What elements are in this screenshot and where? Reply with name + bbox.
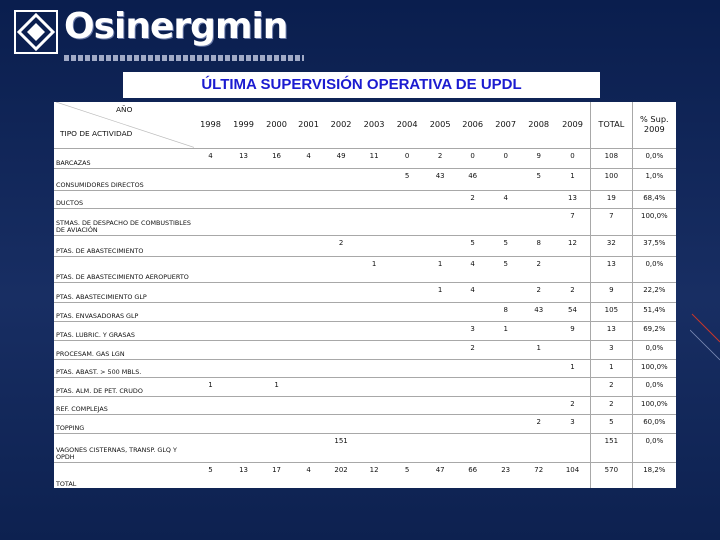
value-cell bbox=[227, 414, 261, 433]
percent-cell: 60,0% bbox=[632, 414, 676, 433]
value-cell bbox=[293, 414, 325, 433]
value-cell bbox=[324, 359, 358, 377]
percent-cell: 18,2% bbox=[632, 462, 676, 488]
value-cell bbox=[293, 256, 325, 282]
value-cell bbox=[390, 321, 424, 340]
header-year-label: AÑO bbox=[116, 105, 133, 114]
value-cell: 13 bbox=[555, 190, 591, 208]
logo-emblem-icon bbox=[14, 10, 58, 54]
value-cell bbox=[358, 414, 391, 433]
value-cell: 4 bbox=[456, 282, 489, 302]
activity-label: CONSUMIDORES DIRECTOS bbox=[54, 168, 194, 190]
percent-cell: 0,0% bbox=[632, 256, 676, 282]
value-cell bbox=[390, 396, 424, 414]
total-cell: 7 bbox=[591, 208, 633, 235]
value-cell: 5 bbox=[390, 462, 424, 488]
value-cell: 9 bbox=[555, 321, 591, 340]
activity-label: PROCESAM. GAS LGN bbox=[54, 340, 194, 359]
logo-wordmark: Osinergmin bbox=[64, 6, 288, 47]
activity-label: PTAS. ENVASADORAS GLP bbox=[54, 302, 194, 321]
value-cell: 2 bbox=[555, 282, 591, 302]
percent-cell: 100,0% bbox=[632, 396, 676, 414]
column-header: 2002 bbox=[330, 119, 352, 130]
value-cell: 0 bbox=[390, 148, 424, 168]
value-cell bbox=[358, 208, 391, 235]
value-cell bbox=[522, 321, 555, 340]
value-cell: 1 bbox=[194, 377, 227, 396]
value-cell: 72 bbox=[522, 462, 555, 488]
header-corner-cell bbox=[54, 102, 194, 148]
value-cell bbox=[293, 359, 325, 377]
total-cell: 108 bbox=[591, 148, 633, 168]
value-cell bbox=[227, 377, 261, 396]
value-cell bbox=[293, 282, 325, 302]
value-cell: 3 bbox=[555, 414, 591, 433]
value-cell bbox=[227, 168, 261, 190]
value-cell bbox=[194, 359, 227, 377]
value-cell: 5 bbox=[489, 235, 523, 256]
value-cell bbox=[194, 433, 227, 462]
value-cell bbox=[227, 396, 261, 414]
total-cell: 570 bbox=[591, 462, 633, 488]
value-cell bbox=[194, 235, 227, 256]
value-cell bbox=[424, 340, 457, 359]
column-header: % Sup. 2009 bbox=[632, 102, 676, 148]
value-cell bbox=[194, 168, 227, 190]
value-cell: 1 bbox=[358, 256, 391, 282]
value-cell bbox=[424, 190, 457, 208]
value-cell: 5 bbox=[522, 168, 555, 190]
value-cell bbox=[324, 396, 358, 414]
value-cell bbox=[293, 190, 325, 208]
value-cell: 4 bbox=[489, 190, 523, 208]
total-cell: 105 bbox=[591, 302, 633, 321]
value-cell bbox=[456, 208, 489, 235]
percent-cell: 37,5% bbox=[632, 235, 676, 256]
value-cell bbox=[390, 235, 424, 256]
value-cell bbox=[555, 256, 591, 282]
value-cell bbox=[324, 340, 358, 359]
activity-label: REF. COMPLEJAS bbox=[54, 396, 194, 414]
column-header: 1998 bbox=[200, 119, 221, 130]
value-cell: 1 bbox=[260, 377, 293, 396]
value-cell bbox=[260, 282, 293, 302]
value-cell: 3 bbox=[456, 321, 489, 340]
value-cell bbox=[456, 414, 489, 433]
value-cell bbox=[489, 414, 523, 433]
table-row bbox=[54, 377, 676, 396]
value-cell bbox=[489, 208, 523, 235]
value-cell bbox=[227, 190, 261, 208]
value-cell: 8 bbox=[522, 235, 555, 256]
table-row bbox=[54, 321, 676, 340]
total-cell: 151 bbox=[591, 433, 633, 462]
table-row bbox=[54, 208, 676, 235]
value-cell bbox=[227, 359, 261, 377]
value-cell: 1 bbox=[489, 321, 523, 340]
value-cell bbox=[358, 433, 391, 462]
value-cell: 0 bbox=[555, 148, 591, 168]
value-cell bbox=[324, 256, 358, 282]
value-cell bbox=[293, 302, 325, 321]
value-cell bbox=[522, 396, 555, 414]
value-cell bbox=[227, 340, 261, 359]
value-cell bbox=[260, 235, 293, 256]
value-cell bbox=[293, 235, 325, 256]
value-cell bbox=[227, 282, 261, 302]
value-cell: 4 bbox=[194, 148, 227, 168]
value-cell bbox=[489, 396, 523, 414]
total-cell: 9 bbox=[591, 282, 633, 302]
value-cell: 13 bbox=[227, 462, 261, 488]
value-cell bbox=[390, 208, 424, 235]
table-row bbox=[54, 302, 676, 321]
value-cell bbox=[358, 168, 391, 190]
decorative-lines bbox=[690, 300, 720, 370]
value-cell bbox=[260, 302, 293, 321]
value-cell bbox=[194, 282, 227, 302]
total-cell: 100 bbox=[591, 168, 633, 190]
table-row bbox=[54, 396, 676, 414]
value-cell: 2 bbox=[456, 190, 489, 208]
value-cell bbox=[324, 321, 358, 340]
value-cell: 2 bbox=[456, 340, 489, 359]
activity-label: PTAS. ABASTECIMIENTO GLP bbox=[54, 282, 194, 302]
value-cell bbox=[424, 302, 457, 321]
value-cell bbox=[390, 190, 424, 208]
value-cell bbox=[194, 302, 227, 321]
value-cell bbox=[260, 190, 293, 208]
value-cell bbox=[456, 302, 489, 321]
value-cell: 43 bbox=[522, 302, 555, 321]
value-cell bbox=[456, 377, 489, 396]
value-cell: 12 bbox=[358, 462, 391, 488]
column-header: 2009 bbox=[562, 119, 583, 130]
value-cell: 46 bbox=[456, 168, 489, 190]
value-cell bbox=[194, 208, 227, 235]
column-header: 2008 bbox=[528, 119, 550, 130]
value-cell: 1 bbox=[424, 256, 457, 282]
total-cell: 13 bbox=[591, 321, 633, 340]
value-cell: 0 bbox=[489, 148, 523, 168]
total-cell: 13 bbox=[591, 256, 633, 282]
title-banner bbox=[123, 72, 600, 98]
value-cell bbox=[293, 208, 325, 235]
value-cell bbox=[424, 433, 457, 462]
value-cell bbox=[260, 433, 293, 462]
total-cell: 1 bbox=[591, 359, 633, 377]
value-cell: 5 bbox=[456, 235, 489, 256]
value-cell bbox=[194, 321, 227, 340]
value-cell bbox=[522, 433, 555, 462]
value-cell bbox=[324, 208, 358, 235]
percent-cell: 0,0% bbox=[632, 148, 676, 168]
table-row bbox=[54, 190, 676, 208]
value-cell bbox=[489, 168, 523, 190]
value-cell bbox=[358, 359, 391, 377]
value-cell bbox=[194, 396, 227, 414]
value-cell: 8 bbox=[489, 302, 523, 321]
table-row bbox=[54, 340, 676, 359]
logo-tagline bbox=[64, 55, 304, 61]
percent-cell: 100,0% bbox=[632, 208, 676, 235]
column-header: 2005 bbox=[429, 119, 451, 130]
column-header: 2001 bbox=[298, 119, 319, 130]
value-cell bbox=[260, 396, 293, 414]
value-cell bbox=[390, 340, 424, 359]
value-cell: 11 bbox=[358, 148, 391, 168]
activity-label: PTAS. LUBRIC. Y GRASAS bbox=[54, 321, 194, 340]
column-header: TOTAL bbox=[591, 102, 633, 148]
value-cell bbox=[390, 302, 424, 321]
percent-cell: 68,4% bbox=[632, 190, 676, 208]
value-cell bbox=[260, 208, 293, 235]
value-cell bbox=[227, 256, 261, 282]
value-cell bbox=[260, 321, 293, 340]
activity-label: PTAS. ABAST. > 500 MBLS. bbox=[54, 359, 194, 377]
value-cell: 5 bbox=[390, 168, 424, 190]
value-cell: 4 bbox=[456, 256, 489, 282]
table-row bbox=[54, 282, 676, 302]
value-cell: 0 bbox=[456, 148, 489, 168]
value-cell: 1 bbox=[522, 340, 555, 359]
table-row bbox=[54, 148, 676, 168]
value-cell: 151 bbox=[324, 433, 358, 462]
table-row bbox=[54, 414, 676, 433]
column-header: 2004 bbox=[396, 119, 418, 130]
value-cell bbox=[522, 208, 555, 235]
value-cell bbox=[227, 302, 261, 321]
activity-label: PTAS. DE ABASTECIMIENTO bbox=[54, 235, 194, 256]
column-header: 1999 bbox=[233, 119, 254, 130]
value-cell bbox=[260, 168, 293, 190]
value-cell: 1 bbox=[424, 282, 457, 302]
value-cell bbox=[260, 359, 293, 377]
value-cell bbox=[324, 414, 358, 433]
activity-label: STMAS. DE DESPACHO DE COMBUSTIBLES DE AVIACIÓN bbox=[54, 208, 194, 235]
value-cell: 47 bbox=[424, 462, 457, 488]
value-cell: 1 bbox=[555, 359, 591, 377]
percent-cell: 22,2% bbox=[632, 282, 676, 302]
value-cell bbox=[358, 340, 391, 359]
percent-cell: 0,0% bbox=[632, 340, 676, 359]
value-cell bbox=[424, 377, 457, 396]
value-cell: 5 bbox=[489, 256, 523, 282]
value-cell: 2 bbox=[555, 396, 591, 414]
value-cell bbox=[293, 377, 325, 396]
percent-cell: 69,2% bbox=[632, 321, 676, 340]
value-cell bbox=[194, 340, 227, 359]
table-header-row bbox=[54, 102, 676, 148]
activity-label: TOTAL bbox=[54, 462, 194, 488]
osinergmin-logo bbox=[14, 6, 294, 62]
activity-label: VAGONES CISTERNAS, TRANSP. GLQ Y OPDH bbox=[54, 433, 194, 462]
value-cell bbox=[489, 282, 523, 302]
activity-label: BARCAZAS bbox=[54, 148, 194, 168]
value-cell bbox=[424, 208, 457, 235]
percent-cell: 0,0% bbox=[632, 377, 676, 396]
value-cell: 49 bbox=[324, 148, 358, 168]
value-cell bbox=[194, 414, 227, 433]
activity-label: TOPPING bbox=[54, 414, 194, 433]
value-cell: 9 bbox=[522, 148, 555, 168]
value-cell: 2 bbox=[424, 148, 457, 168]
value-cell bbox=[424, 235, 457, 256]
value-cell bbox=[489, 340, 523, 359]
value-cell bbox=[358, 377, 391, 396]
value-cell: 66 bbox=[456, 462, 489, 488]
value-cell bbox=[424, 359, 457, 377]
value-cell: 2 bbox=[522, 256, 555, 282]
total-cell: 2 bbox=[591, 396, 633, 414]
total-cell: 19 bbox=[591, 190, 633, 208]
activity-label: DUCTOS bbox=[54, 190, 194, 208]
value-cell bbox=[390, 359, 424, 377]
column-header: 2007 bbox=[495, 119, 517, 130]
value-cell bbox=[227, 235, 261, 256]
value-cell bbox=[390, 433, 424, 462]
column-header: 2003 bbox=[363, 119, 385, 130]
value-cell bbox=[456, 396, 489, 414]
value-cell bbox=[489, 359, 523, 377]
value-cell bbox=[293, 396, 325, 414]
header-activity-label: TIPO DE ACTIVIDAD bbox=[60, 129, 133, 138]
value-cell bbox=[227, 321, 261, 340]
value-cell bbox=[260, 256, 293, 282]
value-cell bbox=[293, 433, 325, 462]
value-cell bbox=[456, 359, 489, 377]
value-cell bbox=[260, 414, 293, 433]
value-cell: 4 bbox=[293, 462, 325, 488]
column-header: 2006 bbox=[462, 119, 484, 130]
value-cell: 2 bbox=[324, 235, 358, 256]
value-cell bbox=[324, 302, 358, 321]
value-cell: 2 bbox=[522, 414, 555, 433]
value-cell bbox=[424, 396, 457, 414]
value-cell bbox=[456, 433, 489, 462]
total-cell: 2 bbox=[591, 377, 633, 396]
activity-label: PTAS. DE ABASTECIMIENTO AEROPUERTO bbox=[54, 256, 194, 282]
percent-cell: 51,4% bbox=[632, 302, 676, 321]
value-cell bbox=[522, 359, 555, 377]
value-cell bbox=[390, 256, 424, 282]
value-cell bbox=[489, 377, 523, 396]
value-cell bbox=[358, 235, 391, 256]
value-cell bbox=[293, 321, 325, 340]
percent-cell: 0,0% bbox=[632, 433, 676, 462]
value-cell: 4 bbox=[293, 148, 325, 168]
supervision-table-container bbox=[54, 102, 676, 488]
value-cell bbox=[390, 377, 424, 396]
value-cell bbox=[358, 282, 391, 302]
table-row bbox=[54, 359, 676, 377]
value-cell bbox=[522, 377, 555, 396]
value-cell: 13 bbox=[227, 148, 261, 168]
value-cell bbox=[194, 256, 227, 282]
value-cell: 12 bbox=[555, 235, 591, 256]
table-row bbox=[54, 168, 676, 190]
value-cell bbox=[358, 302, 391, 321]
value-cell: 104 bbox=[555, 462, 591, 488]
value-cell bbox=[324, 282, 358, 302]
value-cell bbox=[260, 340, 293, 359]
value-cell: 7 bbox=[555, 208, 591, 235]
value-cell: 5 bbox=[194, 462, 227, 488]
value-cell bbox=[555, 433, 591, 462]
total-cell: 5 bbox=[591, 414, 633, 433]
value-cell bbox=[358, 190, 391, 208]
percent-cell: 1,0% bbox=[632, 168, 676, 190]
value-cell: 202 bbox=[324, 462, 358, 488]
table-row bbox=[54, 462, 676, 488]
value-cell: 16 bbox=[260, 148, 293, 168]
percent-cell: 100,0% bbox=[632, 359, 676, 377]
value-cell bbox=[390, 282, 424, 302]
value-cell bbox=[522, 190, 555, 208]
table-row bbox=[54, 433, 676, 462]
value-cell: 54 bbox=[555, 302, 591, 321]
activity-label: PTAS. ALM. DE PET. CRUDO bbox=[54, 377, 194, 396]
value-cell bbox=[489, 433, 523, 462]
value-cell bbox=[555, 377, 591, 396]
value-cell bbox=[424, 414, 457, 433]
value-cell: 43 bbox=[424, 168, 457, 190]
total-cell: 3 bbox=[591, 340, 633, 359]
value-cell bbox=[390, 414, 424, 433]
table-row bbox=[54, 235, 676, 256]
page-title: ÚLTIMA SUPERVISIÓN OPERATIVA DE UPDL bbox=[201, 76, 522, 93]
value-cell bbox=[424, 321, 457, 340]
value-cell bbox=[227, 433, 261, 462]
value-cell bbox=[227, 208, 261, 235]
value-cell bbox=[358, 321, 391, 340]
table-row bbox=[54, 256, 676, 282]
value-cell bbox=[293, 168, 325, 190]
value-cell bbox=[324, 168, 358, 190]
value-cell: 23 bbox=[489, 462, 523, 488]
value-cell: 17 bbox=[260, 462, 293, 488]
value-cell bbox=[194, 190, 227, 208]
value-cell bbox=[358, 396, 391, 414]
value-cell bbox=[324, 190, 358, 208]
value-cell bbox=[555, 340, 591, 359]
value-cell: 1 bbox=[555, 168, 591, 190]
total-cell: 32 bbox=[591, 235, 633, 256]
value-cell: 2 bbox=[522, 282, 555, 302]
column-header: 2000 bbox=[266, 119, 287, 130]
supervision-table bbox=[54, 102, 676, 488]
value-cell bbox=[324, 377, 358, 396]
value-cell bbox=[293, 340, 325, 359]
